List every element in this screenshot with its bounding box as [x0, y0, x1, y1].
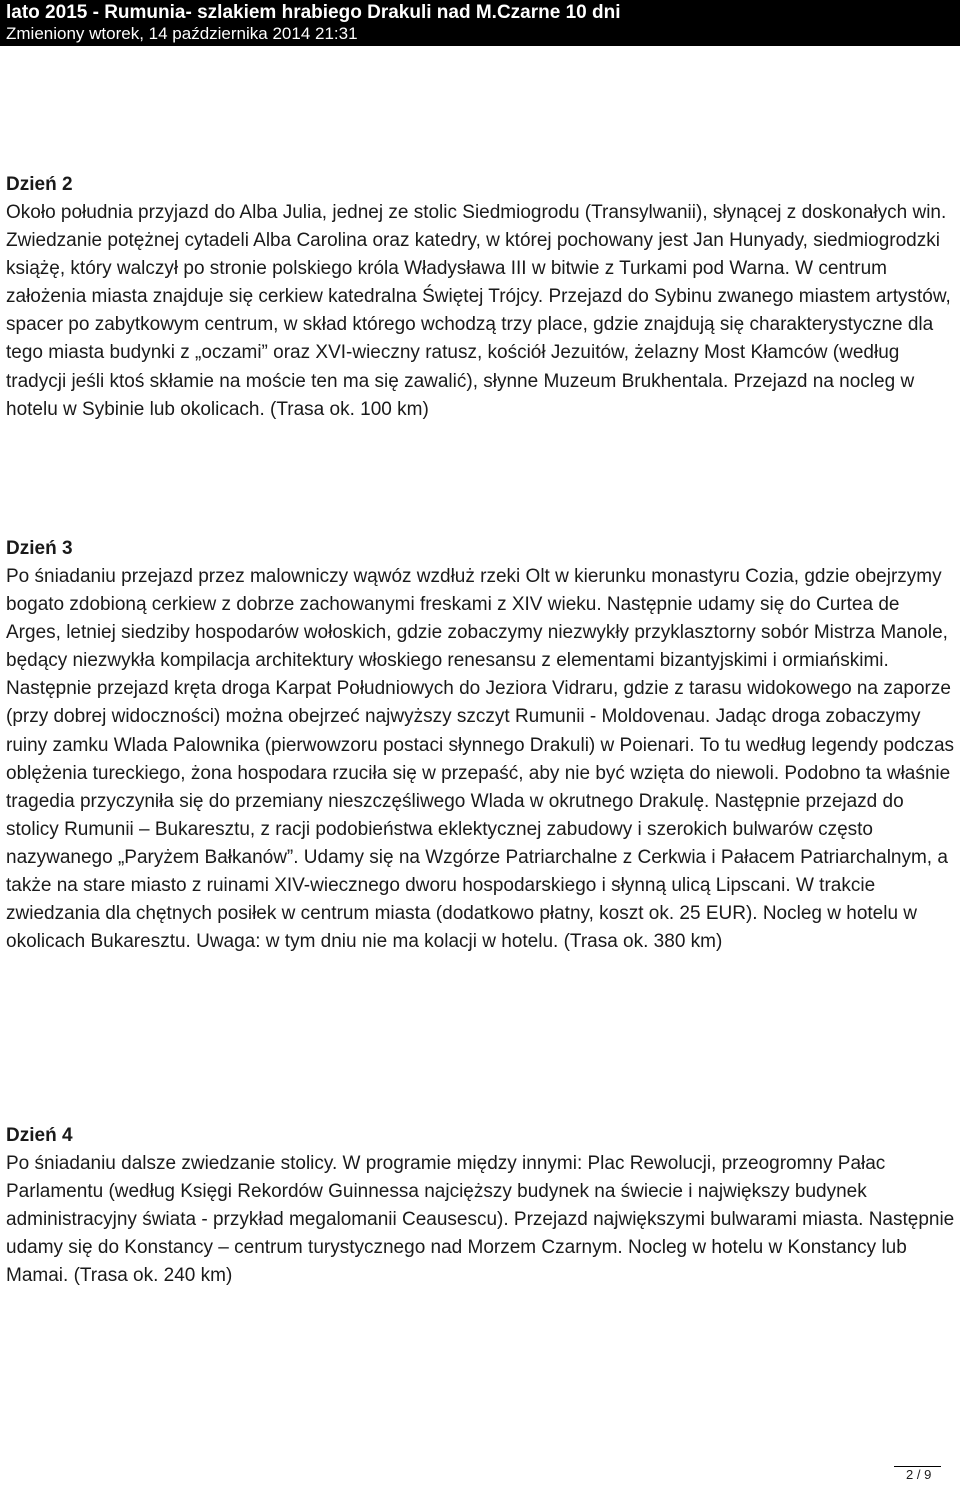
- page-header: [0, 0, 960, 46]
- day-3-section: [6, 535, 956, 956]
- day-4-text: Po śniadaniu dalsze zwiedzanie stolicy. W programie między innymi: Plac Rewolucji, przeogromny Pałac Parlamentu (według Księgi Rekordów Guinnessa najcięższy budynek na świecie i największy budynek administracyjny świata - przykład megalomanii Ceausescu). Przejazd największymi bulwarami miasta. Następnie udamy się do Konstancy – centrum turystycznego nad Morzem Czarnym. Nocleg w hotelu w Konstancy lub Mamai. (Trasa ok. 240 km): [6, 1153, 955, 1287]
- day-2-section: [6, 171, 956, 424]
- modified-date: Zmieniony wtorek, 14 października 2014 21:31: [6, 24, 358, 43]
- day-2-text: Około południa przyjazd do Alba Julia, jednej ze stolic Siedmiogrodu (Transylwanii), słynącej z doskonałych win. Zwiedzanie potężnej cytadeli Alba Carolina oraz katedry, w której pochowany jest Jan Hunyady, siedmiogrodzki książę, który walczył po stronie polskiego króla Władysława III w bitwie z Turkami pod Warna. W centrum założenia miasta znajduje się cerkiew katedralna Świętej Trójcy. Przejazd do Sybinu zwanego miastem artystów, spacer po zabytkowym centrum, w skład którego wchodzą trzy place, gdzie znajdują się charakterystyczne dla tego miasta budynki z „oczami” oraz XVI-wieczny ratusz, kościół Jezuitów, żelazny Most Kłamców (według tradycji jeśli ktoś skłamie na moście ten ma się zawalić), słynne Muzeum Brukhentala. Przejazd na nocleg w hotelu w Sybinie lub okolicach. (Trasa ok. 100 km): [6, 202, 951, 420]
- day-3-text: Po śniadaniu przejazd przez malowniczy wąwóz wzdłuż rzeki Olt w kierunku monastyru Cozia, gdzie obejrzymy bogato zdobioną cerkiew z dobrze zachowanymi freskami z XIV wieku. Następnie udamy się do Curtea de Arges, letniej siedziby hospodarów wołoskich, gdzie zobaczymy niezwykły przyklasztorny sobór Mistrza Manole, będący niezwykła kompilacja architektury włoskiego renesansu z elementami bizantyjskimi i ormiańskimi. Następnie przejazd kręta droga Karpat Południowych do Jeziora Vidraru, gdzie z tarasu widokowego na zaporze (przy dobrej widoczności) można obejrzeć najwyższy szczyt Rumunii - Moldovenau. Jadąc droga zobaczymy ruiny zamku Wlada Palownika (pierwowzoru postaci słynnego Drakuli) w Poienari. To tu według legendy podczas oblężenia tureckiego, żona hospodara rzuciła się w przepaść, aby nie być wzięta do niewoli. Podobno ta właśnie tragedia przyczyniła się do przemiany nieszczęśliwego Wlada w okrutnego Drakulę. Następnie przejazd do stolicy Rumunii – Bukaresztu, z racji podobieństwa eklektycznej zabudowy i szerokich bulwarów często nazywanego „Paryżem Bałkanów”. Udamy się na Wzgórze Patriarchalne z Cerkwia i Pałacem Patriarchalnym, a także na stare miasto z ruinami XIV-wiecznego dworu hospodarskiego i słynną ulicą Lipscani. W trakcie zwiedzania dla chętnych posiłek w centrum miasta (dodatkowo płatny, koszt ok. 25 EUR). Nocleg w hotelu w okolicach Bukaresztu. Uwaga: w tym dniu nie ma kolacji w hotelu. (Trasa ok. 380 km): [6, 566, 955, 953]
- day-4-section: [6, 1122, 956, 1290]
- page-number: 2 / 9: [906, 1467, 932, 1482]
- document-title: lato 2015 - Rumunia- szlakiem hrabiego Drakuli nad M.Czarne 10 dni: [6, 2, 621, 23]
- day-4-title: Dzień 4: [6, 1125, 73, 1146]
- day-2-title: Dzień 2: [6, 174, 73, 195]
- day-3-title: Dzień 3: [6, 538, 73, 559]
